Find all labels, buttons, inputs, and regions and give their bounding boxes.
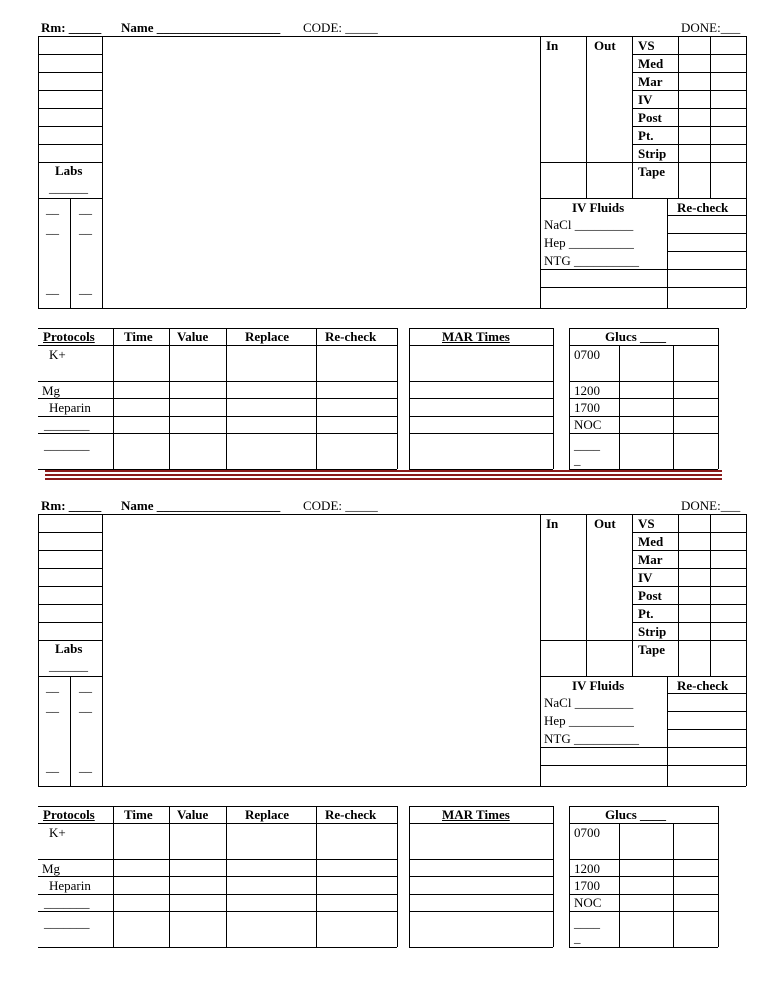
iv-fluids-title: IV Fluids [572,678,625,693]
gluc-time-1700: 1700 [574,878,600,893]
labs-label: Labs [55,163,83,178]
mar-times-header: MAR Times [442,329,510,344]
block-separator [45,478,722,480]
check-strip: Strip [638,624,667,639]
protocols-header: Protocols [43,807,95,822]
check-iv: IV [638,92,653,107]
labs-dash: __ [46,201,59,216]
check-tape: Tape [638,642,665,657]
check-post: Post [638,110,662,125]
check-med: Med [638,56,664,71]
labs-underline: ______ [49,658,88,673]
value-header: Value [177,807,209,822]
out-header: Out [594,38,616,53]
gluc-time-blank[interactable]: _ [574,930,581,945]
iv-hep[interactable]: Hep __________ [544,713,634,728]
labs-dash: __ [79,201,92,216]
time-header: Time [124,807,153,822]
labs-dash: __ [46,759,59,774]
notes-area[interactable] [104,516,538,784]
gluc-time-blank[interactable]: ____ [574,915,600,930]
replace-header: Replace [245,807,290,822]
labs-dash: __ [79,281,92,296]
gluc-time-blank[interactable]: _ [574,452,581,467]
protocol-blank[interactable]: _______ [44,895,90,910]
value-header: Value [177,329,209,344]
labs-dash: __ [46,281,59,296]
mar-times-header: MAR Times [442,807,510,822]
labs-dash: __ [46,221,59,236]
gluc-time-0700: 0700 [574,347,600,362]
protocol-mg: Mg [42,383,61,398]
time-header: Time [124,329,153,344]
gluc-time-1200: 1200 [574,383,600,398]
check-pt: Pt. [638,606,654,621]
patient-block-1 [0,0,768,478]
labs-dash: __ [46,679,59,694]
name-field[interactable]: Name ___________________ [121,498,281,513]
check-iv: IV [638,570,653,585]
out-header: Out [594,516,616,531]
check-mar: Mar [638,74,663,89]
iv-ntg[interactable]: NTG __________ [544,731,639,746]
check-strip: Strip [638,146,667,161]
gluc-time-noc: NOC [574,417,602,432]
check-vs: VS [638,38,655,53]
iv-ntg[interactable]: NTG __________ [544,253,639,268]
protocol-kplus: K+ [49,825,66,840]
iv-recheck-header: Re-check [677,200,729,215]
block-separator [45,470,722,472]
gluc-time-noc: NOC [574,895,602,910]
labs-label: Labs [55,641,83,656]
protocol-heparin: Heparin [49,400,91,415]
labs-dash: __ [46,699,59,714]
done-field[interactable]: DONE:___ [681,20,741,35]
iv-hep[interactable]: Hep __________ [544,235,634,250]
iv-recheck-header: Re-check [677,678,729,693]
iv-nacl[interactable]: NaCl _________ [544,695,634,710]
room-field[interactable]: Rm: _____ [41,20,102,35]
protocol-mg: Mg [42,861,61,876]
done-field[interactable]: DONE:___ [681,498,741,513]
recheck-header: Re-check [325,329,377,344]
check-mar: Mar [638,552,663,567]
gluc-time-0700: 0700 [574,825,600,840]
iv-nacl[interactable]: NaCl _________ [544,217,634,232]
protocol-blank[interactable]: _______ [44,417,90,432]
check-pt: Pt. [638,128,654,143]
in-header: In [546,38,559,53]
protocols-header: Protocols [43,329,95,344]
gluc-time-blank[interactable]: ____ [574,437,600,452]
labs-dash: __ [79,759,92,774]
recheck-header: Re-check [325,807,377,822]
check-tape: Tape [638,164,665,179]
in-header: In [546,516,559,531]
protocol-heparin: Heparin [49,878,91,893]
room-field[interactable]: Rm: _____ [41,498,102,513]
gluc-time-1200: 1200 [574,861,600,876]
glucs-header: Glucs ____ [605,807,667,822]
notes-area[interactable] [104,38,538,306]
protocol-blank[interactable]: _______ [44,437,90,452]
block-separator [45,474,722,476]
labs-underline: ______ [49,180,88,195]
labs-dash: __ [79,221,92,236]
code-field[interactable]: CODE: _____ [303,20,378,35]
iv-fluids-title: IV Fluids [572,200,625,215]
labs-dash: __ [79,679,92,694]
check-med: Med [638,534,664,549]
labs-dash: __ [79,699,92,714]
check-post: Post [638,588,662,603]
protocol-blank[interactable]: _______ [44,915,90,930]
code-field[interactable]: CODE: _____ [303,498,378,513]
protocol-kplus: K+ [49,347,66,362]
replace-header: Replace [245,329,290,344]
check-vs: VS [638,516,655,531]
patient-block-2 [0,478,768,956]
gluc-time-1700: 1700 [574,400,600,415]
glucs-header: Glucs ____ [605,329,667,344]
name-field[interactable]: Name ___________________ [121,20,281,35]
